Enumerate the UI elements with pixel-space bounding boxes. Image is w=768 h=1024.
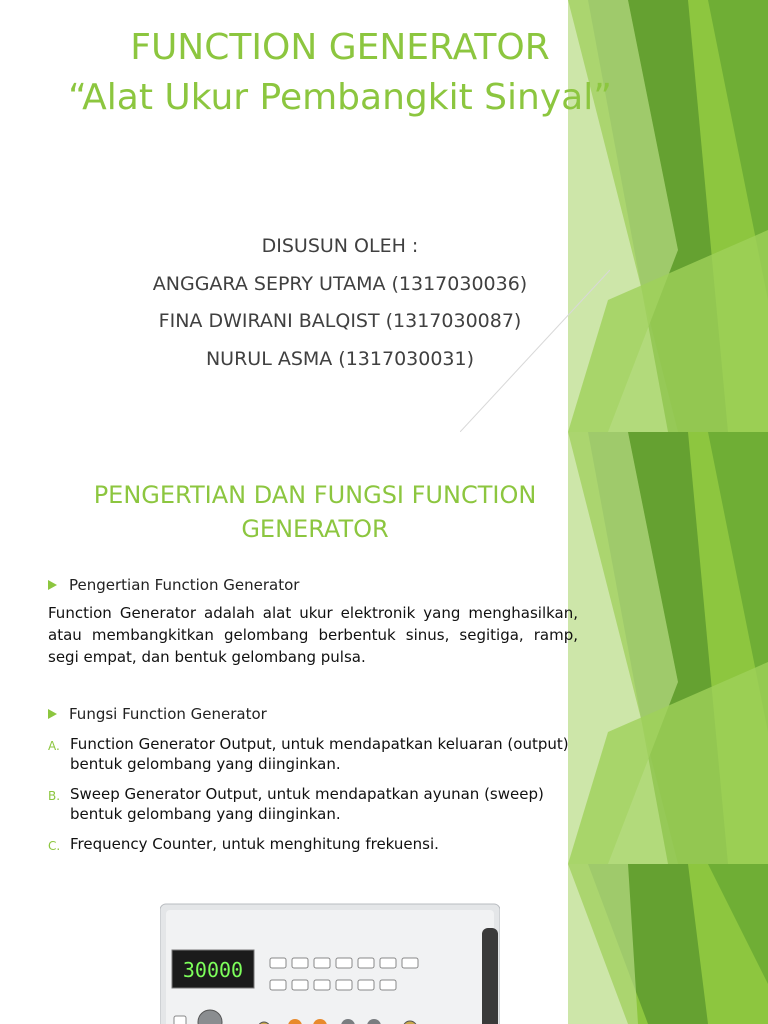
definition-paragraph: Function Generator adalah alat ukur elektronik yang menghasilkan, atau membangkitkan gelombang berbentuk sinus, segitiga, ramp, segi empat, dan bentuk gelombang pulsa. [48,604,578,666]
green-geometric-decoration [568,864,768,1024]
list-item-text: Sweep Generator Output, untuk mendapatkan ayunan (sweep) bentuk gelombang yang diinginkan. [70,785,544,823]
triangle-bullet-icon [48,580,57,590]
list-item-text: Frequency Counter, untuk menghitung frekuensi. [70,835,439,853]
slide-subtitle: “Alat Ukur Pembangkit Sinyal” [68,77,612,118]
author-list [0,228,680,378]
slide-definition [0,432,768,864]
section-heading: PENGERTIAN DAN FUNGSI FUNCTION GENERATOR [93,481,537,543]
slide-device-image [0,864,768,1024]
slide-title-heading: FUNCTION GENERATOR [130,27,550,68]
bullet-pengertian [48,576,299,594]
bullet-fungsi [48,705,267,723]
list-item [48,834,578,856]
author-name: ANGGARA SEPRY UTAMA (1317030036) [152,272,528,295]
function-generator-photo [160,898,500,1024]
list-marker: C. [48,839,61,853]
slide-title [0,0,768,432]
list-item-text: Function Generator Output, untuk mendapatkan keluaran (output) bentuk gelombang yang diinginkan. [70,735,569,773]
author-name: FINA DWIRANI BALQIST (1317030087) [158,310,522,332]
authors-heading: DISUSUN OLEH : [261,235,419,257]
green-geometric-decoration [568,432,768,864]
bullet-label: Pengertian Function Generator [69,576,300,594]
list-marker: A. [48,739,60,753]
author-name: NURUL ASMA (1317030031) [205,347,475,370]
triangle-bullet-icon [48,709,57,719]
bullet-label: Fungsi Function Generator [69,705,267,723]
list-item [48,734,578,774]
list-marker: B. [48,789,61,803]
device-display-readout: 30000 [182,958,244,982]
list-item [48,784,578,824]
